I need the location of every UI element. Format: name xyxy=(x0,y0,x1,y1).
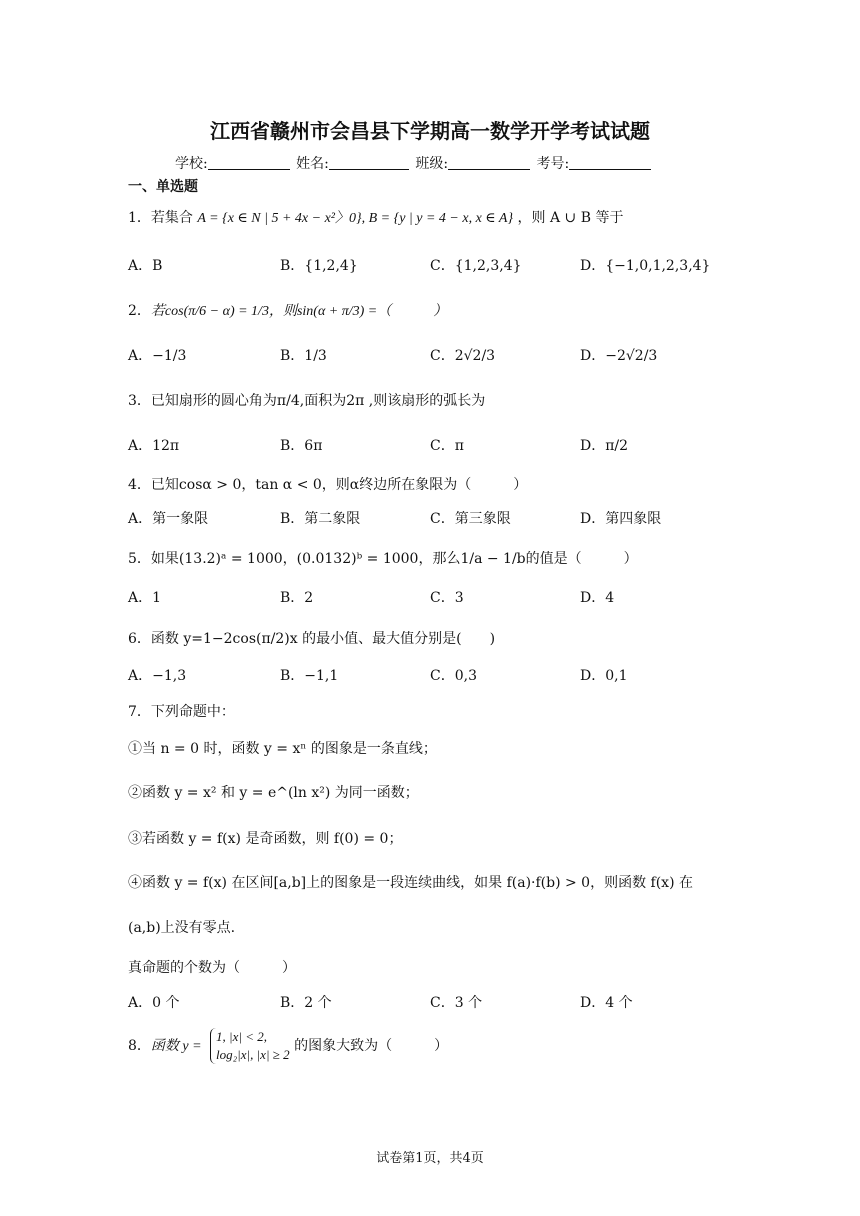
page-title: 江西省赣州市会昌县下学期高一数学开学考试试题 xyxy=(210,119,650,143)
option-d: D．第四象限 xyxy=(580,511,662,527)
proposition-4-cont: (a,b)上没有零点. xyxy=(128,920,236,936)
option-b: B．−1,1 xyxy=(280,668,339,684)
question-number: 6． xyxy=(128,631,151,647)
option-b: B．2 xyxy=(280,590,314,606)
question-5 xyxy=(128,548,638,568)
question-text: ，则 A ∪ B 等于 xyxy=(517,210,624,226)
piecewise-brace xyxy=(210,1028,290,1064)
option-c: C．第三象限 xyxy=(430,511,511,527)
piecewise-case-1: 1, |x| < 2, xyxy=(216,1029,267,1044)
option-c: C．0,3 xyxy=(430,668,477,684)
option-d: D．π/2 xyxy=(580,438,629,454)
question-number: 5． xyxy=(128,551,151,567)
piecewise-case-2: log₂|x|, |x| ≥ 2 xyxy=(216,1047,290,1062)
option-c: C．π xyxy=(430,438,464,454)
option-d: D．4 xyxy=(580,590,615,606)
option-b: B．2 个 xyxy=(280,995,332,1011)
question-text: 已知扇形的圆心角为π/4,面积为2π ,则该扇形的弧长为 xyxy=(150,393,486,409)
option-a: A．−1/3 xyxy=(128,348,187,364)
question-6 xyxy=(128,628,495,648)
number-blank xyxy=(569,155,651,170)
question-number: 8． xyxy=(128,1038,151,1054)
option-a: A．1 xyxy=(128,590,162,606)
option-d: D．−2√2/3 xyxy=(580,348,658,364)
option-b: B．6π xyxy=(280,438,323,454)
question-number: 7． xyxy=(128,704,151,720)
school-blank xyxy=(208,155,290,170)
question-7-ask: 真命题的个数为（ ） xyxy=(128,960,296,976)
class-blank xyxy=(448,155,530,170)
question-number: 4． xyxy=(128,477,151,493)
proposition-4: ④函数 y = f(x) 在区间[a,b]上的图象是一段连续曲线，如果 f(a)·f(b) > 0，则函数 f(x) 在 xyxy=(128,875,693,891)
option-c: C．3 xyxy=(430,590,464,606)
question-number: 3． xyxy=(128,393,151,409)
question-1 xyxy=(128,207,623,227)
question-3 xyxy=(128,390,485,410)
question-text: 已知cosα > 0，tan α < 0，则α终边所在象限为（ ） xyxy=(150,477,528,493)
option-d: D．{−1,0,1,2,3,4} xyxy=(580,258,711,274)
question-text: 若cos(π/6 − α) = 1/3，则sin(α + π/3) =（ ） xyxy=(150,304,448,319)
school-label: 学校: xyxy=(175,156,208,172)
proposition-1: ①当 n = 0 时，函数 y = xⁿ 的图象是一条直线； xyxy=(128,741,437,757)
option-c: C．3 个 xyxy=(430,995,483,1011)
option-a: A．−1,3 xyxy=(128,668,187,684)
option-a: A．第一象限 xyxy=(128,511,209,527)
question-2 xyxy=(128,300,447,320)
number-label: 考号: xyxy=(536,156,570,172)
question-text: 函数 y = xyxy=(150,1039,202,1054)
option-a: A．12π xyxy=(128,438,180,454)
option-b: B．{1,2,4} xyxy=(280,258,358,274)
name-label: 姓名: xyxy=(296,156,329,172)
question-number: 2． xyxy=(128,303,151,319)
option-c: C．2√2/3 xyxy=(430,348,496,364)
option-c: C．{1,2,3,4} xyxy=(430,258,522,274)
option-a: A．0 个 xyxy=(128,995,180,1011)
name-blank xyxy=(329,155,409,170)
question-8 xyxy=(128,1028,448,1064)
option-d: D．0,1 xyxy=(580,668,628,684)
question-text: 如果(13.2)ᵃ = 1000，(0.0132)ᵇ = 1000，那么1/a − 1/b的值是（ ） xyxy=(150,551,638,567)
option-d: D．4 个 xyxy=(580,995,633,1011)
question-number: 1． xyxy=(128,210,151,226)
page-footer: 试卷第1页，共4页 xyxy=(376,1151,484,1166)
question-text: 的图象大致为（ ） xyxy=(294,1038,449,1054)
option-b: B．1/3 xyxy=(280,348,327,364)
question-text: 下列命题中： xyxy=(150,704,235,720)
proposition-2: ②函数 y = x² 和 y = e^(ln x²) 为同一函数； xyxy=(128,785,419,801)
question-text: 若集合 xyxy=(150,210,193,226)
proposition-3: ③若函数 y = f(x) 是奇函数，则 f(0) = 0； xyxy=(128,831,403,847)
question-math: A = {x ∈ N | 5 + 4x − x²〉0}, B = {y | y = 4 − x, x ∈ A} xyxy=(197,211,514,226)
question-7 xyxy=(128,701,235,721)
class-label: 班级: xyxy=(415,156,449,172)
question-text: 函数 y=1−2cos(π/2)x 的最小值、最大值分别是( ) xyxy=(150,631,496,647)
question-4 xyxy=(128,474,527,494)
option-a: A．B xyxy=(128,258,163,274)
option-b: B．第二象限 xyxy=(280,511,361,527)
section-heading: 一、单选题 xyxy=(128,179,198,195)
student-info-line xyxy=(175,153,653,173)
